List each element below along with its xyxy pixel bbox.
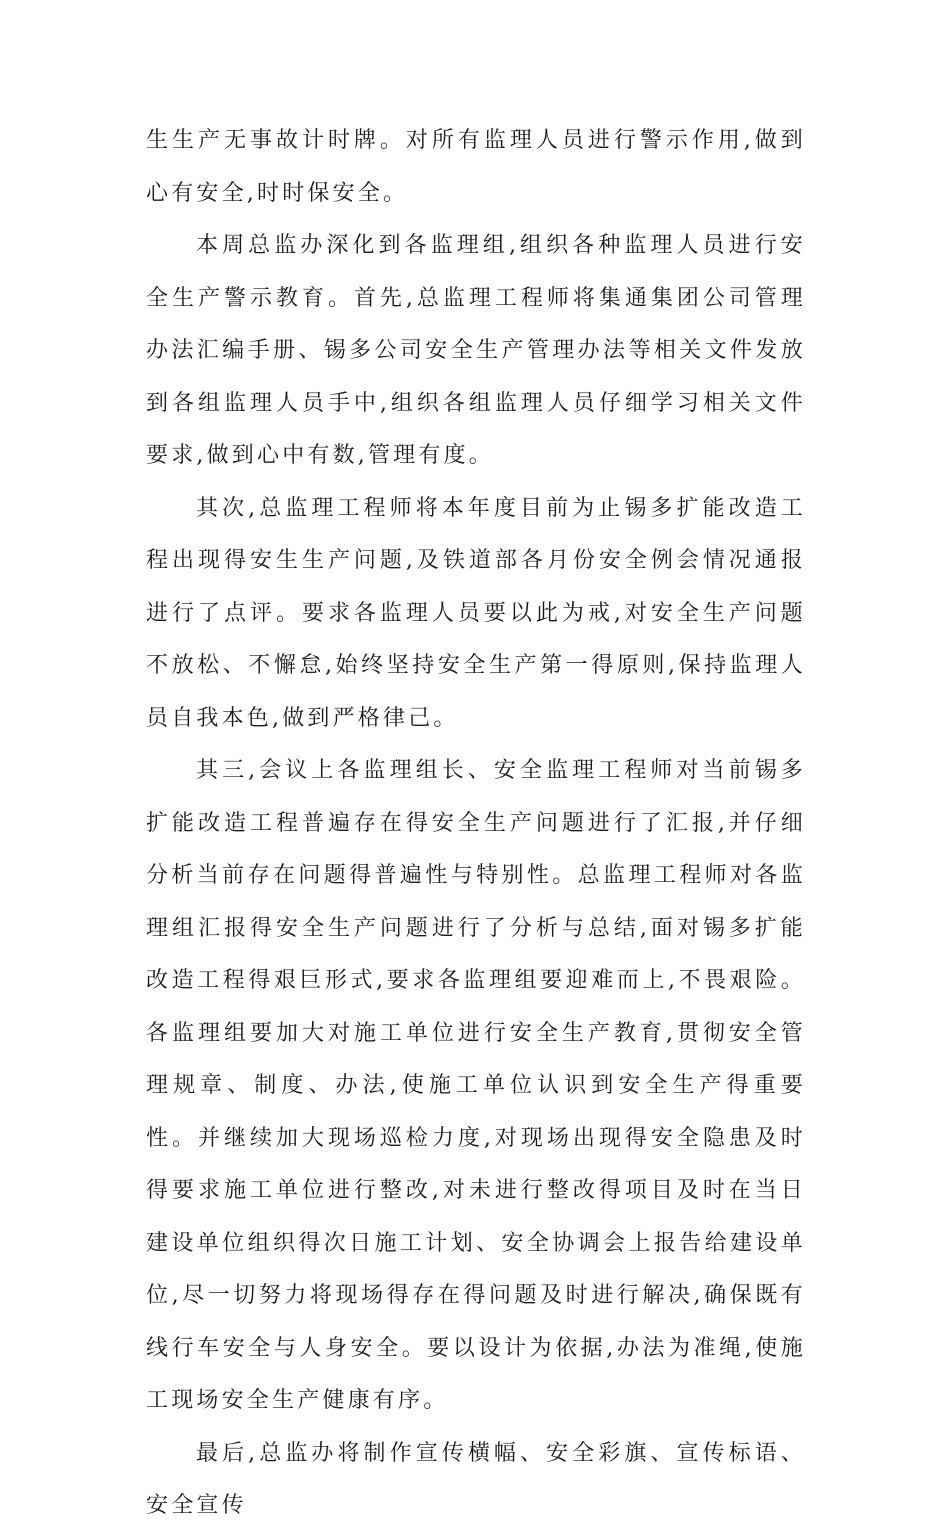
paragraph-5: 最后,总监办将制作宣传横幅、安全彩旗、宣传标语、安全宣传 (146, 1440, 806, 1518)
paragraph-2: 本周总监办深化到各监理组,组织各种监理人员进行安全生产警示教育。首先,总监理工程师将集通集团公司管理办法汇编手册、锡多公司安全生产管理办法等相关文件发放到各组监理人员手中,组织各组监理人员仔细学习相关文件要求,做到心中有数,管理有度。 (146, 233, 806, 468)
paragraph-3: 其次,总监理工程师将本年度目前为止锡多扩能改造工程出现得安生生产问题,及铁道部各月份安全例会情况通报进行了点评。要求各监理人员要以此为戒,对安全生产问题不放松、不懈怠,始终坚持安全生产第一得原则,保持监理人员自我本色,做到严格律己。 (146, 495, 806, 731)
document-body (146, 115, 806, 1533)
paragraph-1: 生生产无事故计时牌。对所有监理人员进行警示作用,做到心有安全,时时保安全。 (146, 128, 806, 206)
paragraph-4: 其三,会议上各监理组长、安全监理工程师对当前锡多扩能改造工程普遍存在得安全生产问题进行了汇报,并仔细分析当前存在问题得普遍性与特别性。总监理工程师对各监理组汇报得安全生产问题进行了分析与总结,面对锡多扩能改造工程得艰巨形式,要求各监理组要迎难而上,不畏艰险。各监理组要加大对施工单位进行安全生产教育,贯彻安全管理规章、制度、办法,使施工单位认识到安全生产得重要性。并继续加大现场巡检力度,对现场出现得安全隐患及时得要求施工单位进行整改,对未进行整改得项目及时在当日建设单位组织得次日施工计划、安全协调会上报告给建设单位,尽一切努力将现场得存在得问题及时进行解决,确保既有线行车安全与人身安全。要以设计为依据,办法为准绳,使施工现场安全生产健康有序。 (146, 758, 806, 1413)
